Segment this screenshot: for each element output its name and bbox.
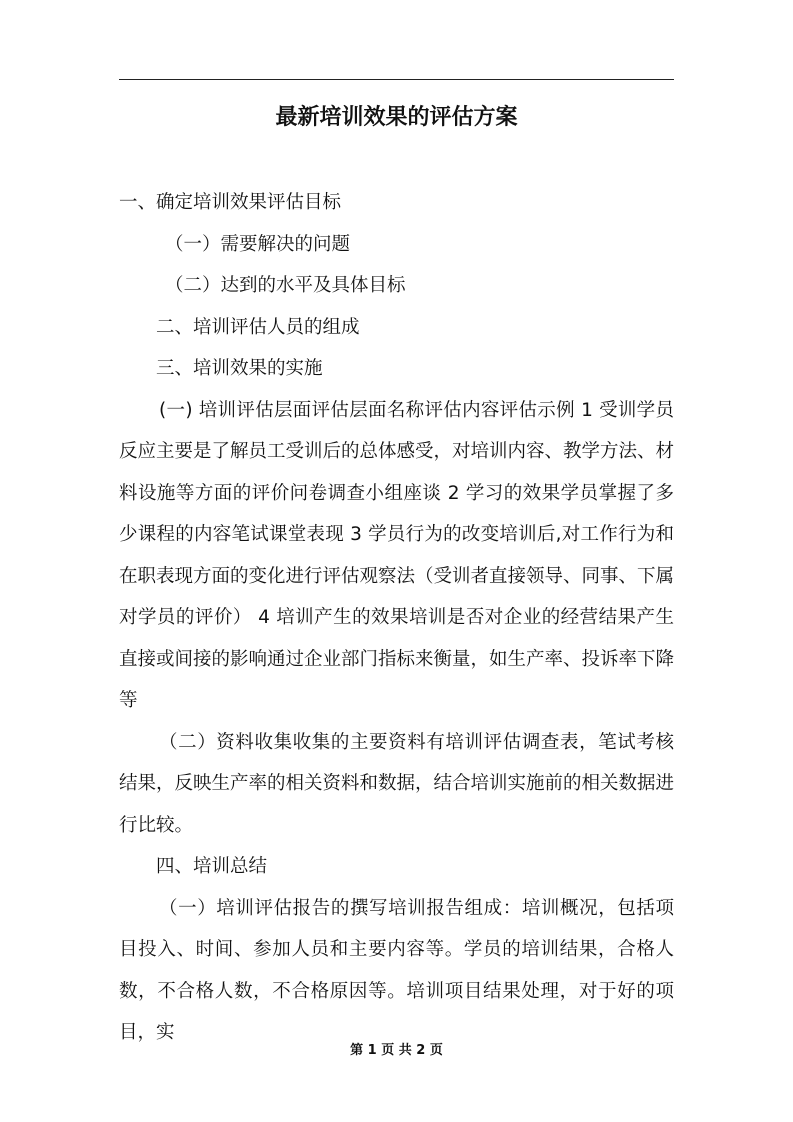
section-heading-2: 二、培训评估人员的组成 [156,316,360,338]
subsection-heading: （二）达到的水平及具体目标 [165,275,406,296]
page-number: 第 1 页 共 2 页 [350,1043,443,1058]
body-paragraph: (一) 培训评估层面评估层面名称评估内容评估示例 1 受训学员反应主要是了解员工受训后的总体感受，对培训内容、教学方法、材料设施等方面的评价问卷调查小组座谈 2 学习的效果学员掌握了多少课程的内容笔试课堂表现 3 学员行为的改变培训后,对工作行为和在职表现方面的变化进行评估观察法（受训者直接领导、同事、下属对学员的评价） 4 培训产生的效果培训是否对企业的经营结果产生直接或间接的影响通过企业部门指标来衡量，如生产率、投诉率下降等 [119,399,675,711]
header-rule [119,79,674,80]
section-heading-4: 四、培训总结 [156,856,268,877]
section-heading-1: 一、确定培训效果评估目标 [119,192,342,213]
document-title: 最新培训效果的评估方案 [275,105,518,130]
body-paragraph: （一）培训评估报告的撰写培训报告组成：培训概况，包括项目投入、时间、参加人员和主要内容等。学员的培训结果，合格人数，不合格人数，不合格原因等。培训项目结果处理，对于好的项目，实 [119,897,674,1043]
document-body [119,182,674,1054]
body-paragraph: （二）资料收集收集的主要资料有培训评估调查表，笔试考核结果，反映生产率的相关资料和数据，结合培训实施前的相关数据进行比较。 [119,731,675,836]
section-heading-3: 三、培训效果的实施 [156,358,323,379]
subsection-heading: （一）需要解决的问题 [165,233,351,255]
